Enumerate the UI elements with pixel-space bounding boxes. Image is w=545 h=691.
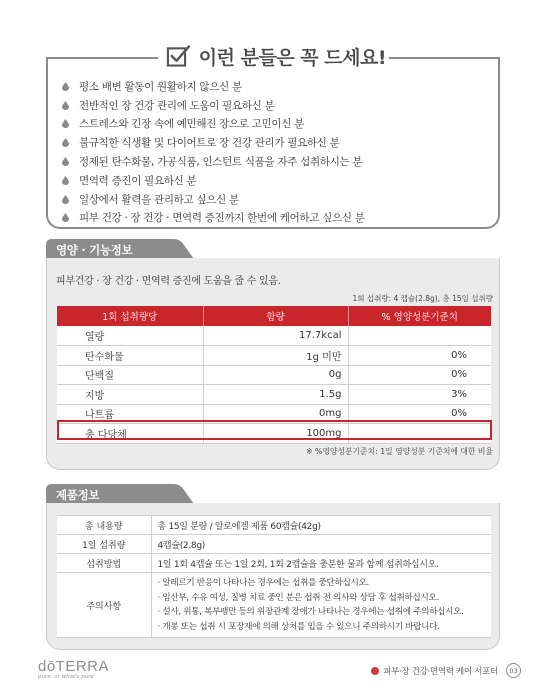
list-item-text: 면역력 증진이 필요하신 분 <box>79 174 197 187</box>
drop-bullet-icon <box>62 119 69 128</box>
nutrition-footnote: ※ %영양성분기준치: 1일 영양성분 기준치에 대한 비율 <box>305 447 493 456</box>
list-item-text: 피부 건강 · 장 건강 · 면역력 증진까지 한번에 케어하고 싶으신 분 <box>79 212 365 225</box>
product-value: 4캡슐(2.8g) <box>151 535 491 554</box>
nutrition-description: 피부건강 · 장 건강 · 면역력 증진에 도움을 줄 수 있음. <box>56 276 281 287</box>
drop-bullet-icon <box>62 157 69 166</box>
list-item <box>62 152 492 171</box>
table-row <box>57 535 491 554</box>
caution-label: 주의사항 <box>57 573 151 638</box>
product-value: 총 15일 분량 / 알로에겔 제품 60캡슐(42g) <box>151 516 491 535</box>
caution-line: · 임산부, 수유 여성, 질병 치료 중인 분은 섭취 전 의사와 상담 후 섭취하십시오. <box>157 592 439 603</box>
list-item-text: 일상에서 활력을 관리하고 싶으신 분 <box>79 193 239 206</box>
list-item-text: 불규칙한 식생활 및 다이어트로 장 건강 관리가 필요하신 분 <box>79 137 340 150</box>
nutrient-percent: 0% <box>348 404 491 424</box>
caution-line: · 개봉 또는 섭취 시 포장재에 의해 상처를 입을 수 있으니 주의하시기 바랍니다. <box>157 621 440 632</box>
polysaccharide-highlight-box <box>57 420 492 440</box>
product-label: 1일 섭취량 <box>57 535 151 554</box>
nutrient-amount: 1.5g <box>203 385 348 405</box>
list-item <box>62 133 492 152</box>
drop-bullet-icon <box>62 138 69 147</box>
nutrient-name: 총 다당체 <box>57 424 203 444</box>
brand-tagline: pure, ur what's pure <box>38 674 94 680</box>
nutrition-tab-label: 영양 · 기능정보 <box>56 243 133 257</box>
nutrient-percent: 0% <box>348 365 491 385</box>
product-label: 총 내용량 <box>57 516 151 535</box>
doterra-logo <box>38 658 109 680</box>
column-header: 함량 <box>203 306 348 326</box>
list-item <box>62 115 492 134</box>
drop-bullet-icon <box>62 213 69 222</box>
list-item <box>62 96 492 115</box>
list-item-text: 스트레스와 긴장 속에 예민해진 장으로 고민이신 분 <box>79 118 304 131</box>
column-header: 1회 섭취량당 <box>57 306 203 326</box>
footer-section <box>371 663 521 678</box>
table-row <box>57 385 491 405</box>
nutrient-percent <box>348 326 491 346</box>
product-label: 섭취방법 <box>57 554 151 573</box>
nutrient-amount: 0g <box>203 365 348 385</box>
list-item-text: 전반적인 장 건강 관리에 도움이 필요하신 분 <box>79 99 275 112</box>
brand-name: dōTERRA <box>38 658 110 675</box>
nutrient-amount: 0mg <box>203 404 348 424</box>
nutrition-tab <box>46 239 186 259</box>
nutrient-amount: 1g 미만 <box>203 346 348 366</box>
drop-bullet-icon <box>62 195 69 204</box>
nutrient-name: 탄수화물 <box>57 346 203 366</box>
drop-bullet-icon <box>62 176 69 185</box>
list-item <box>62 209 492 228</box>
product-tab <box>46 484 186 504</box>
product-value: 1일 1회 4캡슐 또는 1일 2회, 1회 2캡슐을 충분한 물과 함께 섭취하십시오. <box>151 554 491 573</box>
recommend-title: 이런 분들은 꼭 드세요! <box>198 46 386 69</box>
nutrient-amount: 17.7kcal <box>203 326 348 346</box>
recommend-list <box>62 77 492 227</box>
red-dot-icon <box>371 667 379 675</box>
table-row <box>57 346 491 366</box>
nutrient-amount: 100mg <box>203 424 348 444</box>
caution-line: · 설사, 위통, 복부팽만 등의 위장관계 장애가 나타나는 경우에는 섭취에 주의하십시오. <box>157 607 464 617</box>
product-table <box>57 515 491 638</box>
column-header: % 영양성분기준치 <box>348 306 491 326</box>
list-item-text: 평소 배변 활동이 원활하지 않으신 분 <box>79 80 242 93</box>
list-item-text: 정제된 탄수화물, 가공식품, 인스턴트 식품을 자주 섭취하시는 분 <box>79 156 363 169</box>
list-item <box>62 171 492 190</box>
drop-bullet-icon <box>62 82 69 91</box>
nutrient-percent: 3% <box>348 385 491 405</box>
list-item <box>62 77 492 96</box>
nutrient-name: 단백질 <box>57 365 203 385</box>
table-header-row <box>57 306 491 326</box>
caution-list <box>151 573 491 638</box>
table-row <box>57 516 491 535</box>
table-row <box>57 554 491 573</box>
nutrient-percent: 0% <box>348 346 491 366</box>
nutrient-name: 지방 <box>57 385 203 405</box>
table-row <box>57 326 491 346</box>
product-tab-label: 제품정보 <box>56 488 100 502</box>
nutrient-name: 열량 <box>57 326 203 346</box>
list-item <box>62 190 492 209</box>
drop-bullet-icon <box>62 101 69 110</box>
footer-section-label: 피부·장 건강·면역력 케어 서포터 <box>383 666 498 677</box>
table-row <box>57 365 491 385</box>
serving-note: 1회 섭취량: 4 캡슐(2.8g), 총 15일 섭취량 <box>352 294 493 303</box>
caution-line: · 알레르기 반응이 나타나는 경우에는 섭취를 중단하십시오. <box>157 578 369 588</box>
nutrient-name: 나트륨 <box>57 404 203 424</box>
page-number: 03 <box>506 663 521 678</box>
table-row <box>57 573 491 638</box>
